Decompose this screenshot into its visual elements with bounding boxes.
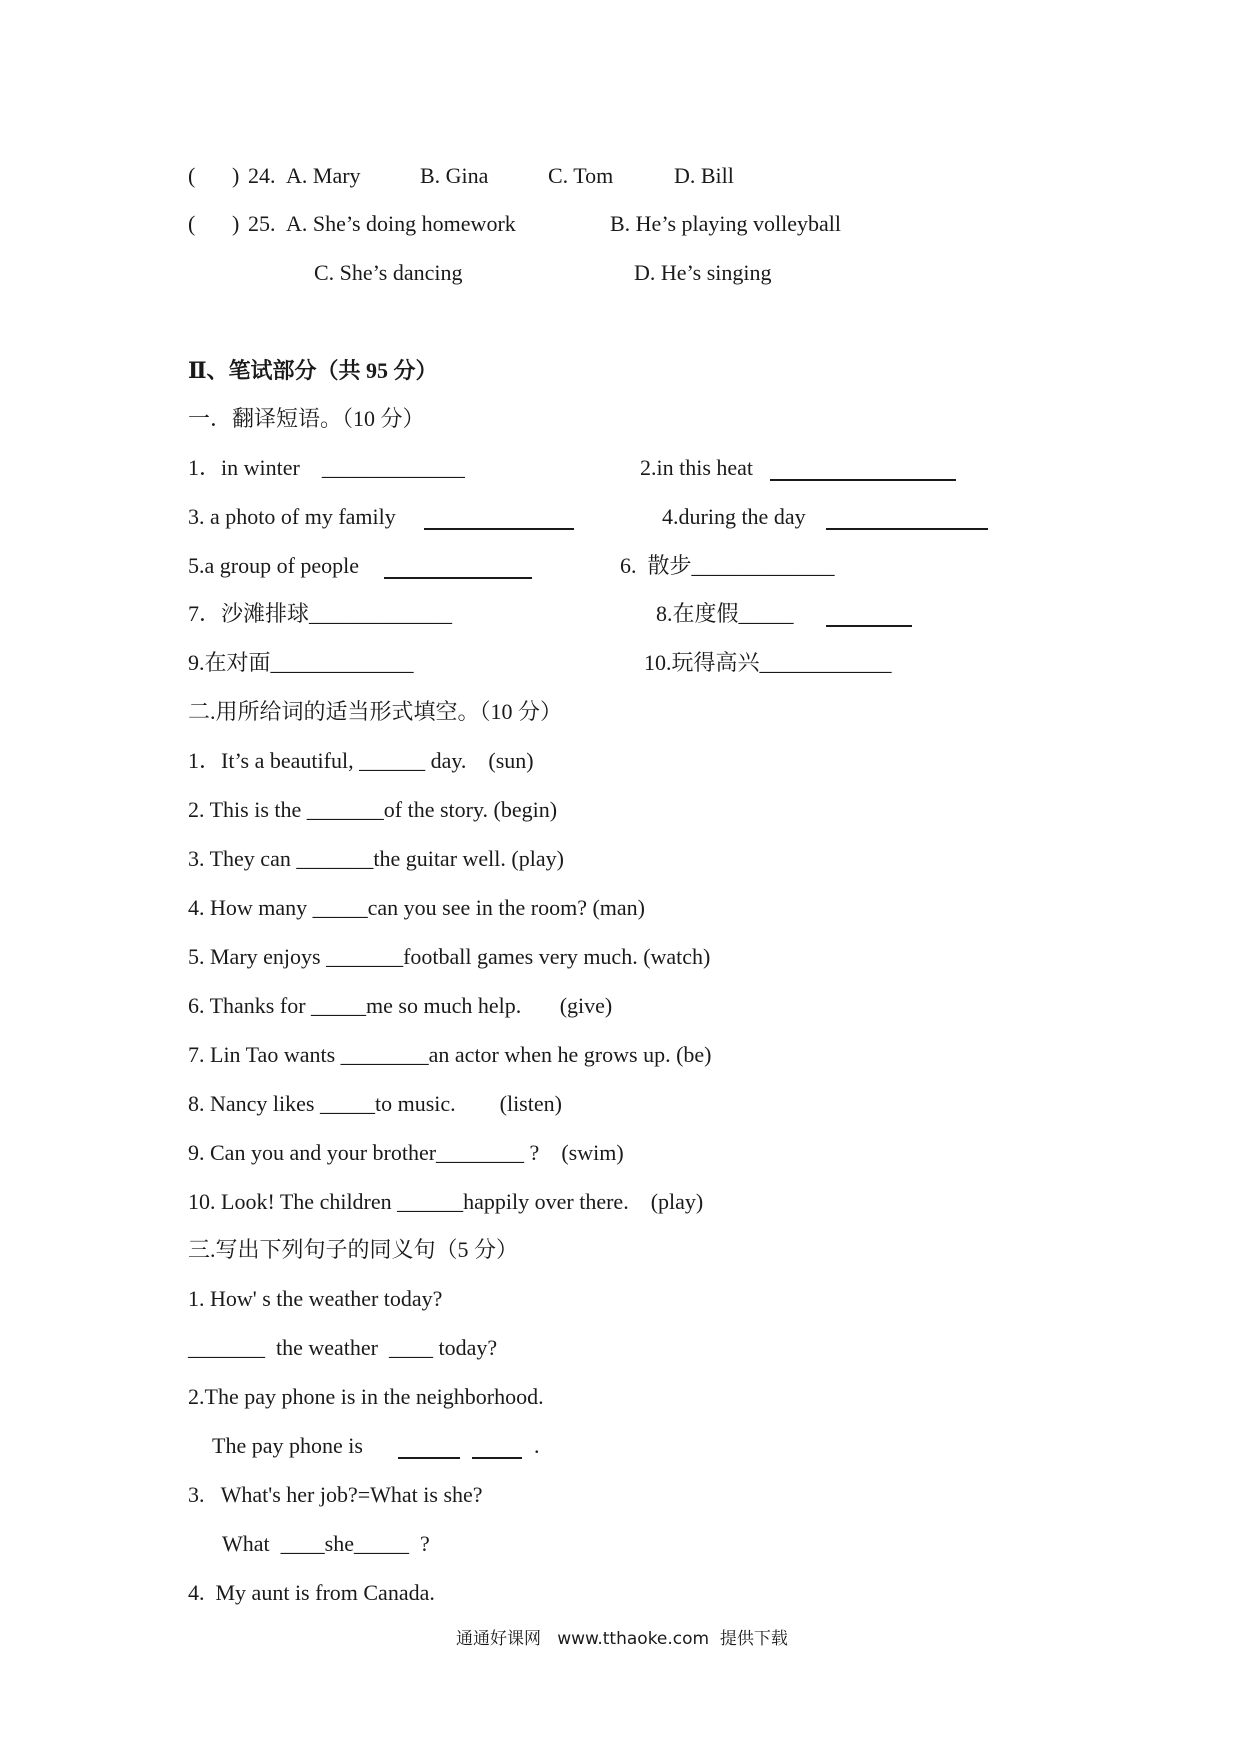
part1-item-7: 7．沙滩排球_____________ [188,601,453,626]
section2-title: Ⅱ、笔试部分（共 95 分） [188,358,438,383]
part1-item-4-blank[interactable] [826,527,988,530]
part2-title: 二.用所给词的适当形式填空。（10 分） [188,699,563,724]
part2-item-6: 6. Thanks for _____me so much help. (give) [188,993,613,1018]
part3-item-2-period: . [534,1433,540,1458]
part1-item-9: 9.在对面_____________ [188,650,414,675]
part1-item-2: 2.in this heat [640,455,754,480]
part3-item-1-answer: _______ the weather ____ today? [188,1335,498,1360]
part3-item-4: 4. My aunt is from Canada. [188,1580,435,1605]
part1-item-4: 4.during the day [662,504,806,529]
part2-item-2: 2. This is the _______of the story. (begin) [188,797,558,822]
part1-item-6: 6. 散步_____________ [620,553,835,578]
part1-item-8-blank[interactable] [826,624,912,627]
part3-item-2: 2.The pay phone is in the neighborhood. [188,1384,544,1409]
part1-item-2-blank[interactable] [770,478,956,481]
part3-item-3-answer: What ____she_____ ? [222,1531,430,1556]
q25-option-c: C. She’s dancing [314,260,463,285]
part2-item-3: 3. They can _______the guitar well. (play) [188,846,564,871]
q25-number: 25. [248,211,276,236]
part2-item-10: 10. Look! The children ______happily over there. (play) [188,1189,704,1214]
part2-item-7: 7. Lin Tao wants ________an actor when he grows up. (be) [188,1042,712,1067]
q25-paren: ( [188,211,196,236]
part2-item-9: 9. Can you and your brother________ ? (swim) [188,1140,624,1165]
part1-item-1: 1．in winter _____________ [188,455,465,480]
q24-paren: ( [188,163,196,188]
part1-item-10: 10.玩得高兴____________ [644,650,892,675]
part1-item-5-blank[interactable] [384,576,532,579]
q24-number: 24. [248,163,276,188]
part1-title: 一．翻译短语。（10 分） [188,406,425,431]
part3-title: 三.写出下列句子的同义句（5 分） [188,1237,519,1262]
part3-item-2-blank-1[interactable] [398,1456,460,1459]
part3-item-2-blank-2[interactable] [472,1456,522,1459]
part3-item-3: 3. What's her job?=What is she? [188,1482,483,1507]
q24-option-a: A. Mary [286,163,361,188]
q25-option-d: D. He’s singing [634,260,772,285]
q25-paren-close: ) [232,211,240,236]
q24-paren-close: ) [232,163,240,188]
q25-option-a: A. She’s doing homework [286,211,516,236]
part3-item-2-answer: The pay phone is [212,1433,363,1458]
footer-text: 通通好课网 www.tthaoke.com 提供下载 [456,1629,788,1649]
part3-item-1: 1. How' s the weather today? [188,1286,443,1311]
part2-item-8: 8. Nancy likes _____to music. (listen) [188,1091,562,1116]
q25-option-b: B. He’s playing volleyball [610,211,841,236]
part1-item-8: 8.在度假_____ [656,601,794,626]
part1-item-5: 5.a group of people [188,553,360,578]
part2-item-4: 4. How many _____can you see in the room? (man) [188,895,645,920]
q24-option-b: B. Gina [420,163,489,188]
q24-option-c: C. Tom [548,163,614,188]
q24-option-d: D. Bill [674,163,734,188]
part1-item-3-blank[interactable] [424,527,574,530]
part1-item-3: 3. a photo of my family [188,504,396,529]
part2-item-1: 1．It’s a beautiful, ______ day. (sun) [188,748,534,773]
part2-item-5: 5. Mary enjoys _______football games very much. (watch) [188,944,711,969]
